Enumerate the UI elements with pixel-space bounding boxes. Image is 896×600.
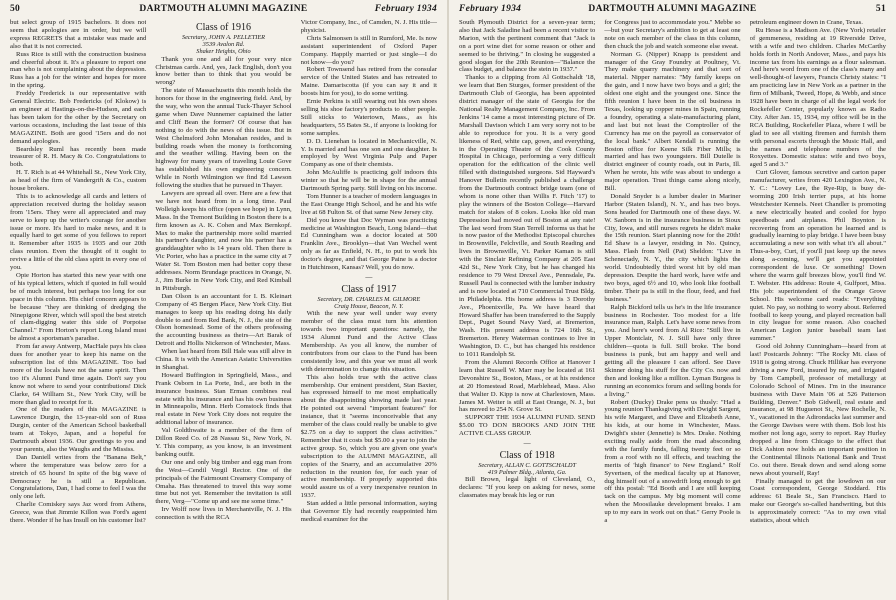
news-paragraph: Beardsley Ruml has recently been made treasurer of R. H. Macy & Co. Congratulations to both. — [10, 145, 147, 169]
news-paragraph: From the Alumni Records Office at Hanover I learn that Russell W. Marr may be located at 161 Devonshire St., Boston, Mass., or at his residence at 20 Homestead Road, Marblehead, Mass. Also that Walter D. Kipp is now at Charlestown, Mass. James M. Weiter is still at East Orange, N. J., but has moved to 254 N. Grove St. — [459, 358, 596, 414]
left-page — [0, 0, 447, 600]
news-paragraph: When last heard from Bill Hale was still alive in China. It is with the American Asiatic Universities in Shanghai. — [155, 348, 292, 371]
separator: — — [365, 273, 373, 281]
news-paragraph: Ru Hesse is a Madison Ave. (New York) retailer of gemmeness, residing at 19 Riverside Drive, with a wife and two children. Charles McCarthy holds forth in North Andover, Mass., and pays his income tax from his earnings as a flour salesman. And here's word from one of the class's many and well-thought-of lawyers, Francis Christy states: "I am practicing law in New York as a partner in the firm of Milbank, Tweed, Hope, & Webb, and since 1928 have been in charge of all the legal work for Rockefeller Center, popularly known as Radio City. After Jan. 15, 1934, my office will be in the RCA Building, Rockefeller Plaza, where I will be glad to see all visiting firemen and furnish them with personal escorts through the Music Hall, and the names and telephone numbers of the Roxyettes. Domestic status: wife and two boys, aged 5 and 3." — [749, 26, 886, 169]
news-paragraph: Ernie Perkins is still wearing out his own shoes selling his shoe factory's products to other people. Still sticks to Watertown, Mass., as his headquarters, 55 Bates St., if anyone is looking for some samples. — [300, 98, 437, 137]
right-column-1 — [459, 19, 595, 598]
secretary-address: 3539 Avalon Rd. — [202, 41, 245, 49]
class-heading: Class of 1918 — [499, 450, 555, 462]
news-paragraph: for Congress just to accommodate you." Mebbe so—but your Secretary's ambition to get at least one note on each member of the class in this column, then chuck the job and watch someone else sweat. — [604, 19, 741, 50]
news-paragraph: Charlie Comiskey says Jaz word from Athens, Greece, was that Jimmie Killon was Ford's agent there. Wonder if he has Insull on his customer list? — [10, 501, 147, 525]
news-paragraph: Robert Townsend has retired from the consular service of the United States and has retreated to Maine. Damariscotta (if you can say it and it boosts him for you), to do some writing. — [300, 66, 437, 98]
news-paragraph: From far away Antwerp, MacHale pays his class dues for another year to keep his name on the subscription list of this MAGAZINE. Too bad more of the locals have not the same spirit. Then too it's Alumni Fund time again. Don't say you know not where to send your contributions! Dick Clarke, 64 William St., New York City, will be more than glad to receipt for it. — [10, 343, 147, 406]
secretary-address: 419 Palmer Bldg., Atlanta, Ga. — [487, 469, 567, 477]
news-paragraph: Curt Glover, famous secretive and carton paper manufacturer, writes from 420 Lexington Ave., N. Y. C.: "Lovey Lee, the Rye-Rip, is busy de-worming 200 Irish terrier pups, at his home Westchester Kennels. Neet Chandler is promoting a new electrically heated and cooled for hypo speedboats and airplanes. Phil Boynton is recovering from an operation he learned and is gradually learning to play bridge. I have been busy accumulating a new son with what it's all about." Thus-a-boy, Curt, if you'll just keep up the news along a-coming, we'll get you appointed correspondent de luxe. Or something! Down where the warm gulf breezes blow, you'll find W. T. Webster. His address: Route 4, Gulfport, Miss. His job: superintendent of the Orange Grove School. His welcome card reads: "Everything quiet. No pay, so nothing to worry about. Referred football to keep young, and played recreation ball in city league for some reason. Also coached American Legion junior baseball team last summer." — [749, 169, 886, 343]
news-paragraph: Donald Snyder is a lumber dealer in Mariner Harbor (Staten Island), N. Y., and has two boys. Sons headed for Dartmouth one of these days. W. W. Sanborn is in the insurance business in Sioux City, Iowa, and still nurses regrets he didn't make the 15th reunion. Start planning now for the 20th! Ed Shaw is a lawyer, residing in No. Quincy, Mass. Flash from Nell (Pat) Sheldon: "Live in Schenectady, N. Y., the city which lights the world. Undoubtedly third worst hit by old man depression. Despite the hard work, have wife and two boys, aged 6½ and 10, who look like football timber. Their pa is still in the flour, feed, and fuel business." — [604, 192, 741, 303]
page-number: 51 — [875, 4, 886, 14]
left-column-3 — [301, 19, 437, 598]
secretary-address: Shaker Heights, Ohio — [196, 48, 251, 56]
news-paragraph: This also holds true with the active class membership. Our eminent president, Stan Baxter, has expressed himself to me most emphatically about the disappointing showing made last year. He pointed out several "important features" for instance, that it "seems inconceivable that any member of the class could really be unable to give $2.75 on a day to support the class activities." Remember that it costs but $5.00 a year to join the active group. So, which you are given one year's subscription to the ALUMNI MAGAZINE, all copies of the Snarry, and an accumulative 20% reduction in the reunion fee, for each year of active membership. If properly supported this would assure us of a very inexpensive reunion in 1937. — [300, 373, 437, 500]
news-paragraph: Irv Wolff now lives in Merchantville, N. J. His connection is with the RCA — [155, 506, 292, 522]
news-paragraph: Thank you one and all for your very nice Christmas cards. And, yes, Jack English, don't you know better than to think that you would be wrong? — [155, 55, 292, 87]
right-column-2 — [604, 19, 740, 598]
news-paragraph: D. D. Lienehan is located in Mechanicville, N. Y. Is married and has one son and one daughter. Is employed by West Virginia Pulp and Paper Company as one of their chemists. — [300, 137, 437, 169]
magazine-title: DARTMOUTH ALUMNI MAGAZINE — [139, 4, 308, 14]
news-paragraph: Freddy Frederick is our representative with General Electric. Bob Fredericks (of Klokow) is an engineer at Hastings-on-the-Hudson, and each has been taken for the other by the Secretary on various occasions, including the last issue of this MAGAZINE. Both are good '15ers and do not demand apologies. — [10, 90, 147, 145]
news-paragraph: The state of Massachusetts this month holds the honors for those in the engineering field. And, by the way, who won the annual Tuck-Thayer School game when Dave Nunnemer captained the latter and Cliff Bean the former? Of course that has nothing to do with the news of this issue. But in West Chelmsford John Monahan resides, and is building roads when the money is forthcoming and the weather willing. Having been on the highway for many years of traveling Louie Gove has established his own engineering concern. While in North Wilmington we find Ed Lawson following the studies that he pursued in Thayer. — [155, 87, 292, 190]
magazine-title: DARTMOUTH ALUMNI MAGAZINE — [588, 4, 757, 14]
class-heading: Class of 1917 — [341, 284, 397, 295]
news-paragraph: Russ Rice is still with the construction business and cheerful about it. It's a pleasure to report one man who is not complaining about the depression. Russ has a job for the winter and hopes for more in the spring. — [10, 50, 147, 90]
news-paragraph: Howard Buffington in Springfield, Mass., and Frank Osborn in La Porte, Ind., are both in the insurance business. Stan Erman combines real estate with his insurance and has his own business in Minneapolis, Minn. Herb Comstock finds that real estate in New York City does not require the additional labor of insurance. — [155, 371, 292, 427]
news-paragraph: Victor Company, Inc., of Camden, N. J. His title—physicist. — [300, 19, 437, 34]
news-paragraph: With the new year well under way every member of the class must turn his attention towards two important questions: namely, the 1934 Alumni Fund and the Active Class Membership. As you all know, the number of contributors from our class to the Fund has been consistently low, and this year we must all work with determination to change this situation. — [300, 310, 437, 373]
class-secretary: Secretary, JOHN A. PELLETIER — [181, 34, 266, 41]
class-secretary: Secretary, ALLAN C. GOTTSCHALDT — [478, 462, 577, 470]
right-page — [449, 0, 896, 600]
news-paragraph: Did you know that Doc Wyman was practicing medicine at Washington Beach, Long Island—that Ed Cunningham was a doctor located at 500 Franklin Ave., Brooklyn—that Van Wechel went only as far as Enfield, N. H., to put to work his doctor's degree, and that George Paine is a doctor in Hutchinson, Kansas? Well, you do now. — [300, 216, 437, 272]
news-paragraph: Thanks to a clipping from Al Gottschaldt '18, we learn that Ben Sturges, former president of the Dartmouth Club of Georgia, has been appointed district manager of the state of Georgia for the National Realty Management Company, Inc. From Jenkins '14 came a most interesting picture of Dr. Marshall Davison which I am very sorry not to be able to reproduce for you. It is a very good likeness of Red, white cap, gown, and everything, in the Operating Theatre of the Cook County Hospital in Chicago, performing a very difficult operation for the edification of the clinic well filled with distinguished surgeons. Sid Hayward's Hanover Bulletin recently published a challenge from the Dartmouth contract bridge team (one of whom is none other than Willis F. Fitch '17) to play the winners of the Boston College—Harvard match for stakes of 8 cokes. Looks like old man Depression had moved out of Boston at any rate! The last word from Stan Terrell informs us that he is now pastor of the Methodist Episcopal churches in Brownville, Felchville, and South Reading and lives in Brownsville, Vt. Parker Kaman is still with the Sinclair Refining Company at 205 East 42d St., New York City, but he has changed his residence to 79 West Drexel Ave., Pennsdale, Pa. Russell Paul is connected with the lumber industry and is now located at 710 Commercial Trust Bldg. in Philadelphia. His home address is 3 Dorothy Ave., Phoenixville, Pa. We have heard that Howard Shaffer has been transferred to the Supply Dept., Puget Sound Navy Yard, at Bremerton, Wash. His present address is 724 16th St., Bremerton. Henry Waterman continues to live in Washington, D. C., but has changed his residence to 1011 Randolph St. — [459, 74, 596, 359]
separator: — — [523, 439, 531, 448]
page-number: 50 — [10, 4, 21, 14]
right-column-3 — [750, 19, 886, 598]
news-paragraph: Stan added a little personal information, saying that Governor Ely had recently reappointed him medical examiner for the — [300, 500, 437, 523]
news-paragraph: This is to acknowledge all cards and letters of appreciation received during the holiday season from '15ers. They were all appreciated and may serve to keep up the writer's courage for another issue or more. It's hard to make news, and it is equally hard to get some of you fellows to report it. Remember after 1935 is 1935 and our 20th class reunion. Even the thought of it ought to revive a little of the old class spirit in every one of you. — [10, 192, 147, 272]
news-paragraph: but select group of 1915 bachelors. It does not seem that apologies are in order, but we will express REGRETS that a mistake was made and also that it is not corrected. — [10, 19, 147, 50]
class-heading: Class of 1916 — [195, 22, 251, 33]
news-paragraph: SUPPORT THE 1934 ALUMNI FUND. SEND $5.00 TO DON BROOKS AND JOIN THE ACTIVE CLASS GROUP. — [459, 414, 596, 438]
news-paragraph: Norman G. (Nipper) Knapp is president and manager of the Gray Foundry at Poultney, Vt. They make quarry machinery and that sort of material. Nipper narrates: "My family keeps on the gain, and I now have two boys and a girl; the oldest one eight and the youngest one. Since the fifth reunion I have been in the oil business in Texas, looking up copper mines in Spain, running a foundry, operating a slate-manufacturing plant, and last but not least the Comptroller of the Currency has me on the payroll as conservator of the local bank." Albert Kendall is running the Boston office for Keene Silk Fiber Mills; is married and has two youngsters. Bill Dutelle is district engineer of county roads, out in Paris, Ill. When he wrote, his wife was about to undergo a major operation. Trust things came along nicely, Bill. — [604, 50, 741, 193]
news-paragraph: H. T. Rich is at 44 Whitehall St., New York City, as head of the firm of Vandergrift & Co., custom house brokers. — [10, 169, 147, 193]
news-paragraph: Good old Johnny Cunningham—heard from at last! Postcards Johnny: "The Rocky Mt. class of 1918 is going strong. Chuck Hillikar has everyone driving a new Ford, insured by me, and irrigated by Tom Campbell, professor of metallurgy at Colorado School of Mines. I'm in the insurance business with Dave Main '06 at 526 Patterson Building, Denver." Bob Gidwell, real estate and insurance, at 98 Huguenot St., New Rochelle, N. Y., vacationed in the Adirondacks last summer and the George Davises were with them. Bob lost his mother not long ago, sorry to report. Ray Hurley dropped a line from Chicago to the effect that Dick Ashton now holds an important position in the Continental Illinois National Bank and Trust Co. out there. Break down and send along some news about yourself, Ray! — [749, 343, 886, 477]
news-paragraph: Lawyers are spread all over. Here are a few that we have not heard from in a long time. Paul Wolleigh keeps his office (open we hope) in Lynn, Mass. In the Tremont Building in Boston there is a firm known as A. K. Cohen and Max Bernkopf. Max to make the partnership more solid married his partner's daughter, and now his partner has a granddaughter who is 14 years old. Then there is Vic Porter, who has a practice in the same city at 7 Water St. Tom Boston men had better copy these addresses. Norm Brundage practices in Orange, N. J., Jim Burke in New York City, and Red Kimball in Pittsburgh. — [155, 190, 292, 292]
left-columns — [10, 19, 437, 598]
news-paragraph: Ralph Bickford tells us he's in the life insurance business in Rochester. Too modest for a life insurance man, Ralph. Let's have some news from you. And here's word from Al Rice: "Still live in Upper Montclair, N. J. Still have only three children—quota is full. Still broke. The bond business is punk, but am happy and well and getting all the pleasure I can afford. See Dave Skinner doing his stuff for the City Co. now and then and looking like a million. Lyman Burgess is running an economics forum and selling bonds for a living." — [604, 303, 741, 398]
news-paragraph: Dan Olson is an accountant for I. B. Kleinart Company of 45 Bergen Place, New York City. But manages to keep up his reading doing his daily double to and from Red Bank, N. J., the site of the Olson homestead. Some of the others professing the accounting business as theirs—Art Barak of Detroit and Hollis Nickerson of Winchester, Mass. — [155, 292, 292, 348]
left-column-2 — [155, 19, 291, 598]
left-page-header — [10, 4, 437, 18]
left-column-1 — [10, 19, 146, 598]
news-paragraph: Bill Brown, legal light of Cleveland, O., declares: "If you keep on asking for news, some classmates may break his leg or run — [459, 476, 596, 500]
news-paragraph: Dan Daniell writes from the "Banana Belt," where the temperature was below zero for a stretch of 65 hours! In spite of the big wave of Democracy he is still a Republican. Congratulations, Dan, I had come to feel I was the only one left. — [10, 453, 147, 501]
right-page-header — [459, 4, 886, 18]
news-paragraph: John McAuliffe is practicing golf indoors this winter so that he will be in shape for the annual Dartmouth Spring party. Still living on his income. — [300, 169, 437, 193]
news-paragraph: petroleum engineer down in Crane, Texas. — [749, 19, 863, 26]
news-paragraph: Opie Horton has started this new year with one of his typical letters, which if quoted in full would be of much interest, but perhaps too long for our space in this column. His chief concern appears to be because "they are thinking of dredging the Ninepigone River, which will spoil the best stretch of clam-digging water this side of Porpoise Channel." From Horton's report Long Island must be almost a sportsman's paradise. — [10, 272, 147, 343]
secretary-address: Craig House, Beacon, N. Y. — [334, 303, 404, 311]
issue-date: February 1934 — [459, 4, 522, 14]
news-paragraph: Robert (Ducky) Drake pens us thusly: "Had a young reunion Thanksgiving with Dwight Sargent, his wife Margaret, and Dave and Elizabeth Anne, his kids, at our home in Winchester, Mass. Dwight's sister (Jennette) is Mrs. Drake. Nothing exciting really aside from the mad absconding with the family funds, falling twenty feet or so from a roof with no ill effects, and teaching the merits of 'high finance' to New England." Rolf Syvertsen, of the medical faculty up at Hanover, dug himself out of a snowdrift long enough to get off this postal: "Ed Booth and I are still keeping tack on the campus. My big moment will come when the Moosilauke development breaks. I am up to my ears in work out on that." Gerry Poole is a — [604, 398, 741, 525]
news-paragraph: South Plymouth District for a seven-year term; also that Jack Saladine had been a recent visitor to Marion, with the pertinent comment that "Jack is on a port wine diet for some reason or other and seemed to be thriving." In closing he suggested a good slogan for the 20th Reunion—"Balance the class budget, and balance the stein in 1937." — [459, 19, 596, 74]
class-secretary: Secretary, DR. CHARLES M. GILMORE — [317, 296, 421, 303]
issue-date: February 1934 — [374, 4, 437, 14]
news-paragraph: Chris Salmonsen is still in Rumford, Me. Is now assistant superintendent of Oxford Paper Company. Happily married or just single—I do not know—do you? — [300, 34, 437, 66]
news-paragraph: Val Goldthwaite is a member of the firm of Dillon Reed Co. of 28 Nassau St., New York, N. Y. This company, as you know, is an investment banking outfit. — [155, 427, 292, 458]
right-columns — [459, 19, 886, 598]
news-paragraph: Tom Hunner is a teacher of modern languages in the East Orange High School, and he and his wife live at 68 Fulton St. of that same New Jersey city. — [300, 192, 437, 216]
news-paragraph: Our one and only big timber and egg man from the West—Cendil Vergil Rector. One of the principals of the Fairmount Creamery Company of Omaha. Has threatened to travel this way some time but not yet. Remember the invitation is still there, Verg—"Come up and see me some time." — [155, 458, 292, 506]
news-paragraph: One of the readers of this MAGAZINE is Lawrence Durgin, the 13-year-old son of Russ Durgin, center of the American School basketball team at Tokyo, Japan, and a hopeful for Dartmouth about 1936. Our greetings to you and your parents, also the Waughs and the Mississ. — [10, 406, 147, 453]
news-paragraph: Finally managed to get the lowdown on our Coast correspondent, George Stoddard. His address: 61 Beale St., San Francisco. Hard to make our George's so-called handwriting, but this is approximately correct: "As to my own vital statistics, about which — [749, 477, 886, 525]
